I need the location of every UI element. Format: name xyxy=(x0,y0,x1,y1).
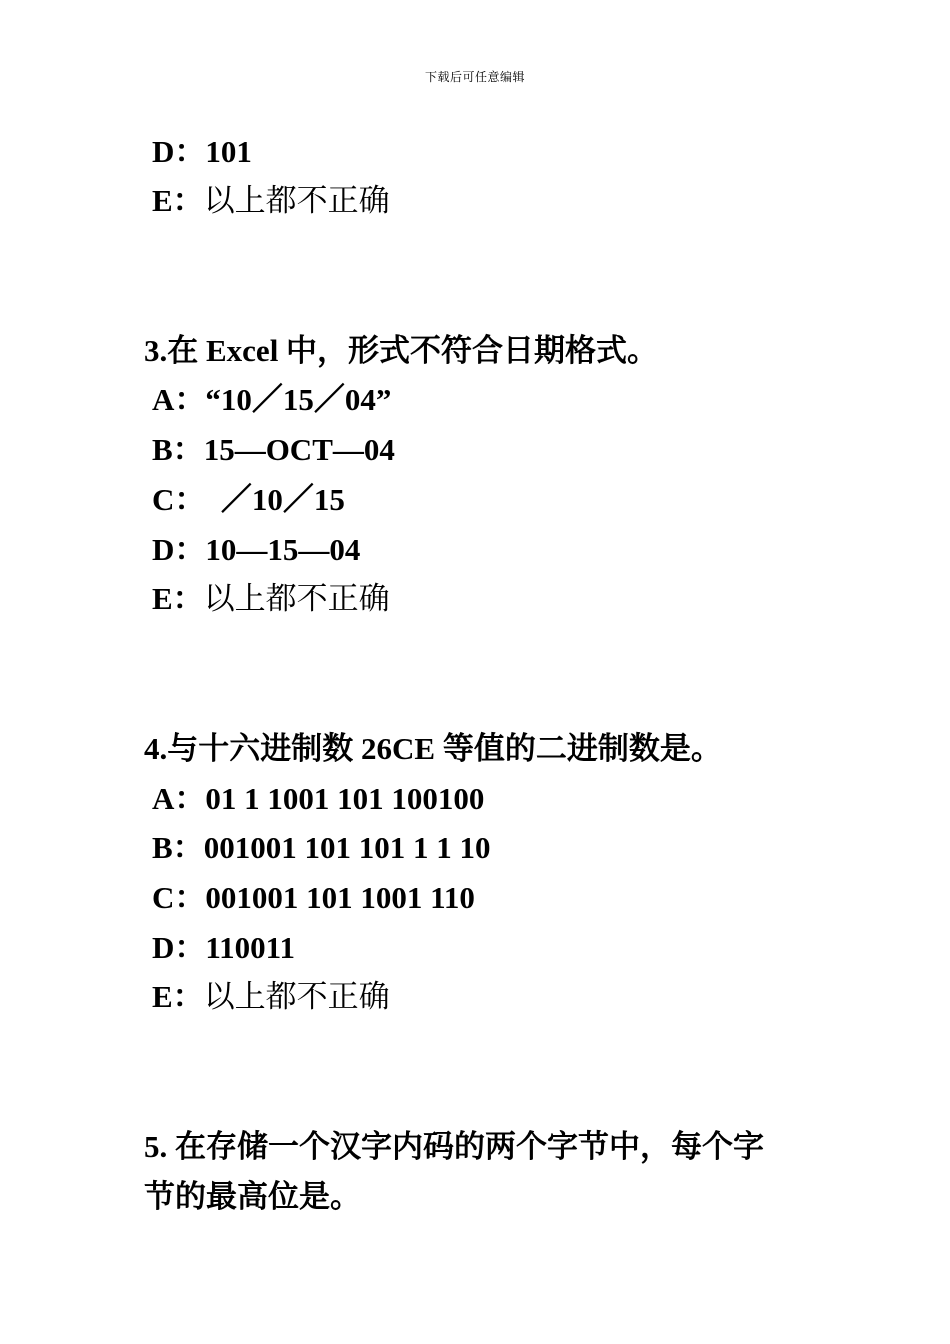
option-label: D： xyxy=(152,532,206,567)
option-d xyxy=(152,932,295,963)
option-b xyxy=(152,434,395,465)
option-text: 110011 xyxy=(205,930,295,965)
option-label: C： xyxy=(152,482,206,517)
option-text: 以上都不正确 xyxy=(203,581,390,617)
question-5-title-line-2: 节的最高位是。 xyxy=(144,1179,361,1214)
option-label: A： xyxy=(152,382,206,417)
option-label: D： xyxy=(152,930,206,965)
option-label: A： xyxy=(152,781,206,816)
option-c xyxy=(152,882,475,913)
option-label: D： xyxy=(152,134,206,169)
option-text: 10—15—04 xyxy=(205,532,361,567)
question-3-title: 3.在 Excel 中，形式不符合日期格式。 xyxy=(144,333,659,368)
option-e xyxy=(152,583,390,615)
option-b xyxy=(152,832,490,863)
option-e xyxy=(152,185,390,217)
question-4-title: 4.与十六进制数 26CE 等值的二进制数是。 xyxy=(144,731,722,766)
option-a xyxy=(152,783,484,814)
question-5-title-line-1: 5. 在存储一个汉字内码的两个字节中，每个字 xyxy=(144,1129,764,1164)
option-text: 以上都不正确 xyxy=(203,183,390,219)
option-label: E： xyxy=(152,581,204,616)
option-text: 15—OCT—04 xyxy=(203,432,395,467)
option-text: ／10／15 xyxy=(205,482,345,517)
option-label: E： xyxy=(152,979,204,1014)
option-text: 01 1 1001 101 100100 xyxy=(205,781,485,816)
page-header: 下载后可任意编辑 xyxy=(424,70,525,84)
option-d xyxy=(152,136,252,167)
option-text: 101 xyxy=(205,134,252,169)
option-text: “10／15／04” xyxy=(205,382,392,417)
option-text: 001001 101 101 1 1 10 xyxy=(203,830,491,865)
option-label: C： xyxy=(152,880,206,915)
option-text: 以上都不正确 xyxy=(203,979,390,1015)
option-d xyxy=(152,534,360,565)
option-text: 001001 101 1001 110 xyxy=(205,880,475,915)
option-c xyxy=(152,484,345,515)
option-label: E： xyxy=(152,183,204,218)
option-a xyxy=(152,384,391,415)
option-label: B： xyxy=(152,830,204,865)
option-e xyxy=(152,981,390,1013)
option-label: B： xyxy=(152,432,204,467)
